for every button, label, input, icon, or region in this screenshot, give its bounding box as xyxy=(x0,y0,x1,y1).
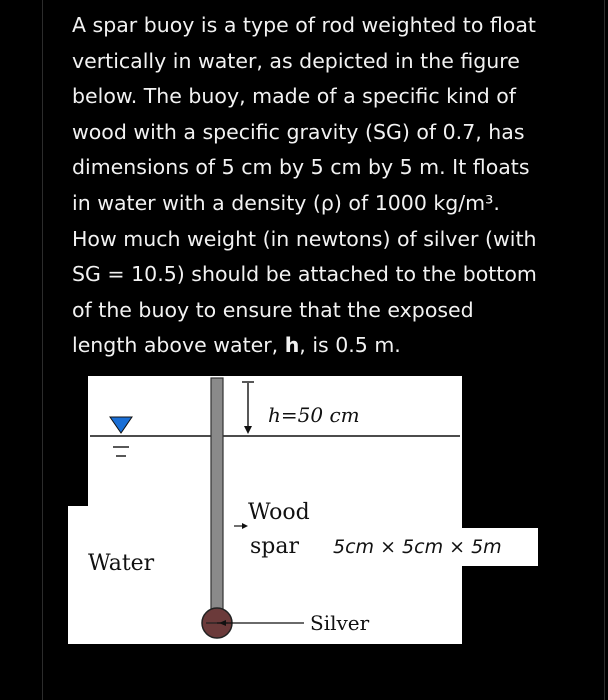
spar-label: spar xyxy=(250,534,300,559)
frame-left-border xyxy=(42,0,43,700)
wood-spar-rod xyxy=(211,378,223,616)
question-text xyxy=(72,8,572,364)
silver-label: Silver xyxy=(310,611,370,635)
wood-label: Wood xyxy=(248,500,310,525)
question-line: SG = 10.5) should be attached to the bottom xyxy=(72,262,537,287)
question-line: How much weight (in newtons) of silver (with xyxy=(72,226,537,251)
h-variable: h xyxy=(284,333,300,358)
question-line: dimensions of 5 cm by 5 cm by 5 m. It floats xyxy=(72,155,530,180)
question-line-prefix: length above water, xyxy=(72,333,285,358)
question-line: vertically in water, as depicted in the figure xyxy=(72,48,520,73)
water-label: Water xyxy=(88,551,155,576)
dimensions-label: 5cm × 5cm × 5m xyxy=(333,536,502,558)
spar-buoy-figure xyxy=(68,376,538,644)
question-line-last xyxy=(72,328,572,364)
frame-right-border xyxy=(604,0,605,700)
question-line: wood with a specific gravity (SG) of 0.7, has xyxy=(72,119,525,144)
question-line: of the buoy to ensure that the exposed xyxy=(72,297,474,322)
question-line: below. The buoy, made of a specific kind of xyxy=(72,84,516,109)
question-line: in water with a density (ρ) of 1000 kg/m³. xyxy=(72,190,500,215)
question-line: A spar buoy is a type of rod weighted to float xyxy=(72,13,536,37)
question-line-suffix: , is 0.5 m. xyxy=(299,333,401,358)
h-label: h=50 cm xyxy=(268,403,360,427)
